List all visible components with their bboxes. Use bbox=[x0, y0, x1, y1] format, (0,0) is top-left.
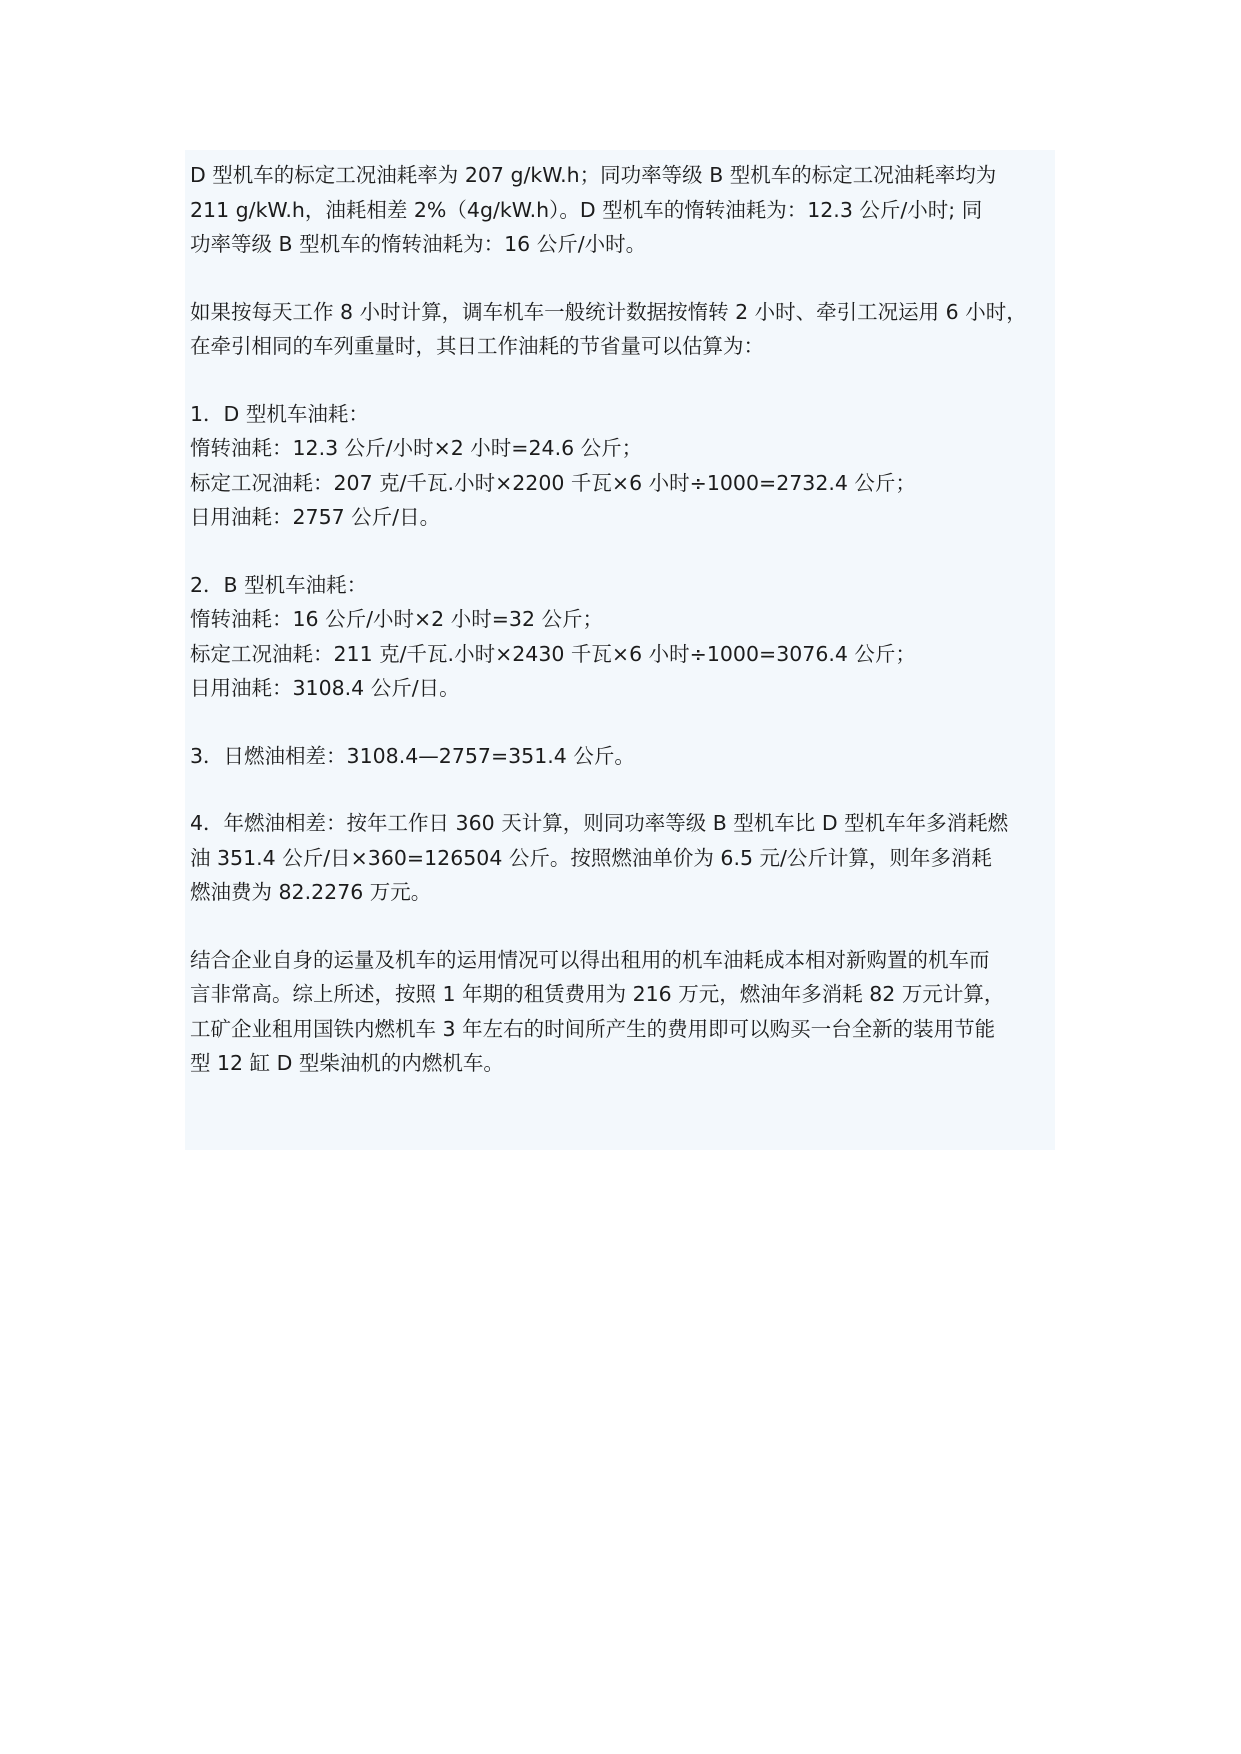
paragraph-fuel-rates bbox=[190, 158, 1049, 262]
paragraph-daily-difference bbox=[190, 739, 1049, 774]
text-line: 日用油耗：2757 公斤/日。 bbox=[190, 505, 441, 529]
text-line: 结合企业自身的运量及机车的运用情况可以得出租用的机车油耗成本相对新购置的机车而 bbox=[190, 947, 990, 972]
text-line: 惰转油耗：16 公斤/小时×2 小时=32 公斤； bbox=[190, 607, 604, 631]
text-line: 4．年燃油相差：按年工作日 360 天计算，则同功率等级 B 型机车比 D 型机车年多消耗燃 bbox=[190, 811, 1009, 835]
text-line: 日用油耗：3108.4 公斤/日。 bbox=[190, 676, 460, 700]
text-line: 标定工况油耗：211 克/千瓦.小时×2430 千瓦×6 小时÷1000=3076.4 公斤； bbox=[190, 641, 916, 666]
text-line: 2．B 型机车油耗： bbox=[190, 572, 368, 597]
text-line: 型 12 缸 D 型柴油机的内燃机车。 bbox=[190, 1051, 504, 1075]
text-line: 如果按每天工作 8 小时计算，调车机车一般统计数据按惰转 2 小时、牵引工况运用 6 小时， bbox=[190, 299, 1027, 324]
document-content bbox=[185, 150, 1055, 1150]
text-line: 工矿企业租用国铁内燃机车 3 年左右的时间所产生的费用即可以购买一台全新的装用节能 bbox=[190, 1016, 996, 1041]
text-line: 燃油费为 82.2276 万元。 bbox=[190, 880, 432, 904]
text-line: 言非常高。综上所述，按照 1 年期的租赁费用为 216 万元，燃油年多消耗 82 万元计算， bbox=[190, 982, 1005, 1006]
paragraph-conclusion bbox=[190, 943, 1049, 1081]
text-line: 1．D 型机车油耗： bbox=[190, 401, 369, 426]
text-line: 3．日燃油相差：3108.4—2757=351.4 公斤。 bbox=[190, 743, 635, 768]
text-line: 标定工况油耗：207 克/千瓦.小时×2200 千瓦×6 小时÷1000=2732.4 公斤； bbox=[190, 470, 916, 495]
text-line: 在牵引相同的车列重量时，其日工作油耗的节省量可以估算为： bbox=[190, 334, 764, 358]
paragraph-b-type-consumption bbox=[190, 568, 1049, 706]
text-line: 惰转油耗：12.3 公斤/小时×2 小时=24.6 公斤； bbox=[190, 436, 643, 460]
text-line: 功率等级 B 型机车的惰转油耗为：16 公斤/小时。 bbox=[190, 232, 647, 256]
text-line: 油 351.4 公斤/日×360=126504 公斤。按照燃油单价为 6.5 元/公斤计算，则年多消耗 bbox=[190, 845, 992, 870]
paragraph-d-type-consumption bbox=[190, 397, 1049, 535]
text-line: D 型机车的标定工况油耗率为 207 g/kW.h；同功率等级 B 型机车的标定工况油耗率均为 bbox=[190, 163, 997, 187]
paragraph-annual-difference bbox=[190, 806, 1049, 910]
text-line: 211 g/kW.h，油耗相差 2%（4g/kW.h）。D 型机车的惰转油耗为：12.3 公斤/小时; 同 bbox=[190, 197, 983, 222]
paragraph-assumptions bbox=[190, 295, 1049, 364]
